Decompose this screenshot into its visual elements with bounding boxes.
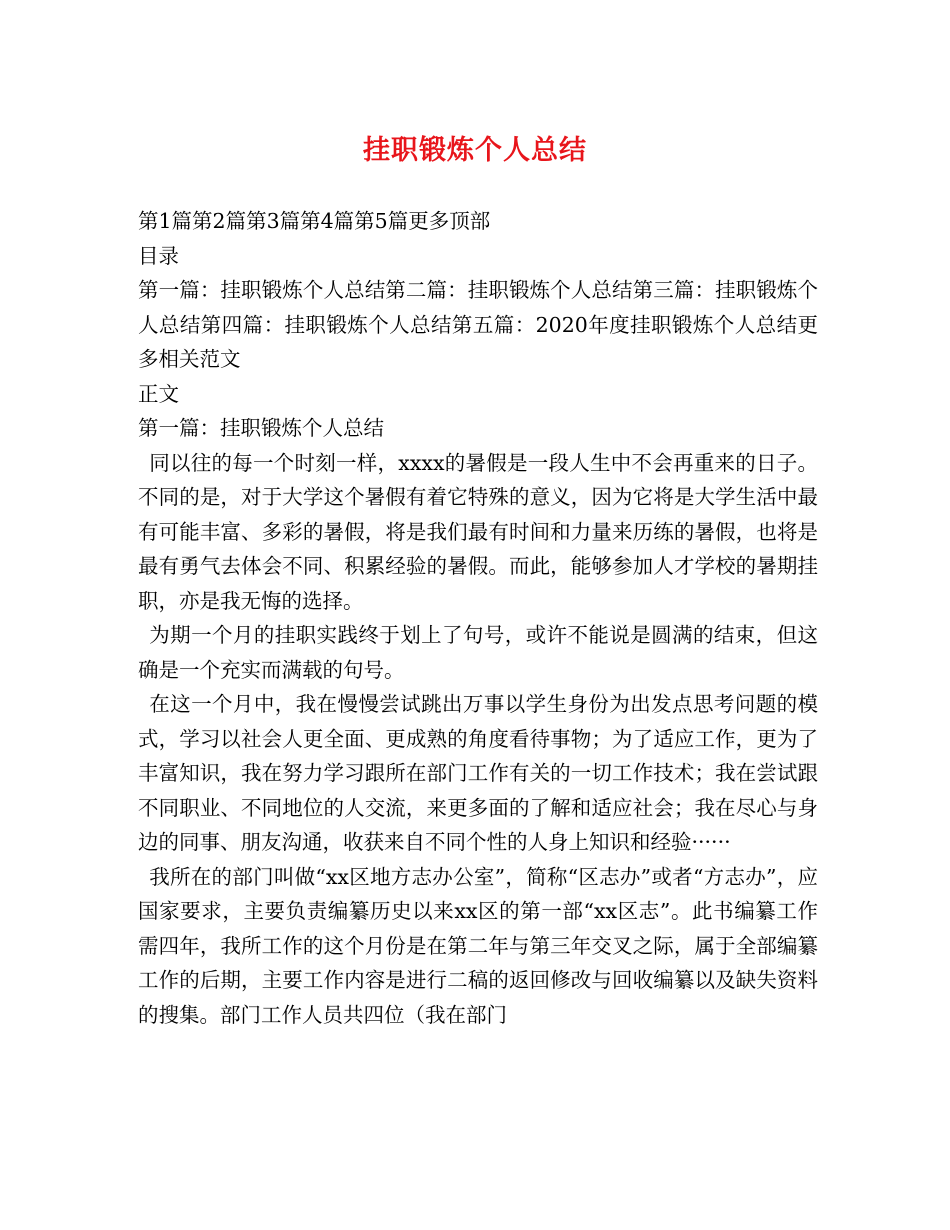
document-body	[138, 204, 818, 1032]
document-title: 挂职锻炼个人总结	[363, 135, 587, 166]
nav-line: 第1篇第2篇第3篇第4篇第5篇更多顶部	[138, 209, 491, 233]
toc-text: 第一篇：挂职锻炼个人总结第二篇：挂职锻炼个人总结第三篇：挂职锻炼个人总结第四篇：挂职锻炼个人总结第五篇：2020年度挂职锻炼个人总结更多相关范文	[138, 278, 818, 371]
toc-heading: 目录	[138, 243, 179, 268]
section-heading: 第一篇：挂职锻炼个人总结	[138, 416, 384, 440]
paragraph: 在这一个月中，我在慢慢尝试跳出万事以学生身份为出发点思考问题的模式，学习以社会人更全面、更成熟的角度看待事物；为了适应工作，更为了丰富知识，我在努力学习跟所在部门工作有关的一切工作技术；我在尝试跟不同职业、不同地位的人交流，来更多面的了解和适应社会；我在尽心与身边的同事、朋友沟通，收获来自不同个性的人身上知识和经验······	[138, 692, 818, 854]
paragraph: 同以往的每一个时刻一样，xxxx的暑假是一段人生中不会再重来的日子。不同的是，对于大学这个暑假有着它特殊的意义，因为它将是大学生活中最有可能丰富、多彩的暑假，将是我们最有时间和力量来历练的暑假，也将是最有勇气去体会不同、积累经验的暑假。而此，能够参加人才学校的暑期挂职，亦是我无悔的选择。	[138, 450, 818, 613]
paragraph: 我所在的部门叫做“xx区地方志办公室”，简称“区志办”或者“方志办”，应国家要求，主要负责编纂历史以来xx区的第一部“xx区志”。此书编纂工作需四年，我所工作的这个月份是在第二年与第三年交叉之际，属于全部编纂工作的后期，主要工作内容是进行二稿的返回修改与回收编纂以及缺失资料的搜集。部门工作人员共四位（我在部门	[138, 864, 818, 1027]
paragraph: 为期一个月的挂职实践终于划上了句号，或许不能说是圆满的结束，但这确是一个充实而满载的句号。	[138, 623, 818, 682]
body-heading: 正文	[138, 381, 179, 406]
